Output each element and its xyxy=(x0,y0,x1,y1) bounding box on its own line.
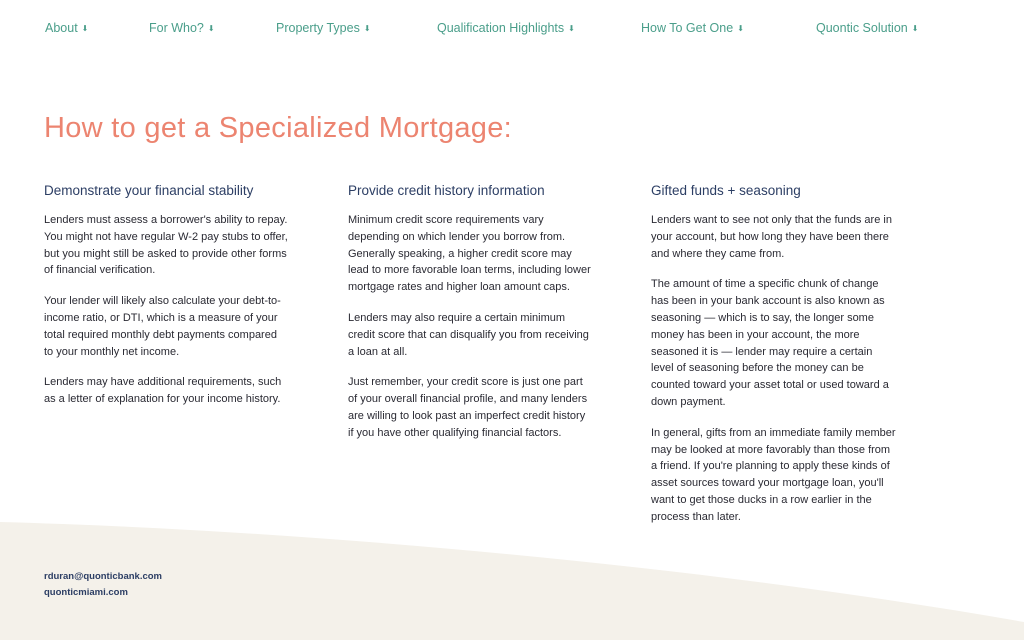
down-arrow-icon: ⬇ xyxy=(568,23,575,33)
column-financial-stability xyxy=(44,183,289,422)
column-paragraph: In general, gifts from an immediate family member may be looked at more favorably than those from a friend. If you're planning to apply these kinds of asset sources toward your mortgage loan, you'll want to get those ducks in a row earlier in the process than later. xyxy=(651,426,896,523)
column-paragraph: Minimum credit score requirements vary depending on which lender you borrow from. Generally speaking, a higher credit score may lead to more favorable loan terms, including lower mortgage rates and higher loan amount caps. xyxy=(348,214,591,294)
column-heading: Gifted funds + seasoning xyxy=(651,183,801,198)
nav-item-label: About xyxy=(45,21,78,35)
column-paragraph: Your lender will likely also calculate your debt-to-income ratio, or DTI, which is a measure of your total required monthly debt payments compared to your monthly net income. xyxy=(44,295,281,358)
nav-item-property-types[interactable] xyxy=(276,21,371,35)
nav-item-how-to-get-one[interactable] xyxy=(641,21,744,35)
nav-item-label: Quontic Solution xyxy=(816,21,908,35)
nav-item-label: Property Types xyxy=(276,21,360,35)
nav-item-label: For Who? xyxy=(149,21,204,35)
footer-email-link[interactable]: rduran@quonticbank.com xyxy=(44,571,162,582)
column-paragraph: Just remember, your credit score is just one part of your overall financial profile, and many lenders are willing to look past an imperfect credit history if you have other qualifying financial factors. xyxy=(348,376,588,439)
down-arrow-icon: ⬇ xyxy=(911,23,919,33)
footer-website-link[interactable]: quonticmiami.com xyxy=(44,587,128,598)
column-heading: Provide credit history information xyxy=(348,183,545,198)
nav-item-label: Qualification Highlights xyxy=(437,21,565,35)
column-paragraph: Lenders may have additional requirements, such as a letter of explanation for your income history. xyxy=(44,376,282,406)
down-arrow-icon: ⬇ xyxy=(207,23,215,33)
top-navigation xyxy=(0,21,1024,39)
column-paragraph: Lenders must assess a borrower's ability to repay. You might not have regular W-2 pay stubs to offer, but you might still be asked to provide other forms of financial verification. xyxy=(44,214,288,277)
nav-item-quontic-solution[interactable] xyxy=(816,21,918,35)
column-paragraph: The amount of time a specific chunk of change has been in your bank account is also known as seasoning — which is to say, the longer some money has been in your account, the more seasoned it is — lender may require a certain level of seasoning before the money can be counted toward your asset total or used toward a down payment. xyxy=(651,278,889,408)
column-heading: Demonstrate your financial stability xyxy=(44,183,254,198)
column-gifted-funds xyxy=(651,183,896,540)
footer-contact xyxy=(44,569,162,601)
down-arrow-icon: ⬇ xyxy=(363,23,371,33)
column-credit-history xyxy=(348,183,593,456)
page-title: How to get a Specialized Mortgage: xyxy=(44,112,513,144)
column-paragraph: Lenders want to see not only that the funds are in your account, but how long they have been there and where they came from. xyxy=(651,214,892,260)
column-paragraph: Lenders may also require a certain minimum credit score that can disqualify you from receiving a loan at all. xyxy=(348,311,589,358)
nav-item-label: How To Get One xyxy=(641,21,734,35)
nav-item-about[interactable] xyxy=(45,21,88,35)
nav-item-for-who[interactable] xyxy=(149,21,215,35)
down-arrow-icon: ⬇ xyxy=(81,23,89,33)
nav-item-qualification-highlights[interactable] xyxy=(437,21,575,35)
down-arrow-icon: ⬇ xyxy=(737,23,744,33)
